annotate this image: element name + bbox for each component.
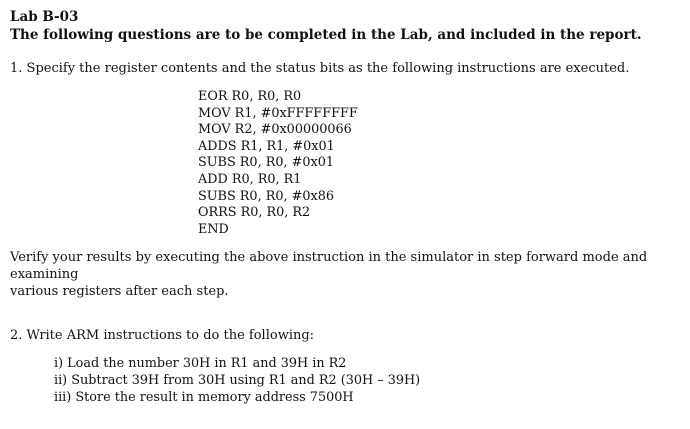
code-line: MOV R2, #0x00000066 xyxy=(198,122,352,138)
verify-text-line: various registers after each step. xyxy=(10,284,229,300)
list-item: ii) Subtract 39H from 30H using R1 and R2 (30H – 39H) xyxy=(54,372,421,388)
code-line: END xyxy=(198,221,229,237)
code-line: ADDS R1, R1, #0x01 xyxy=(198,138,335,154)
instruction-listing xyxy=(198,89,682,238)
code-line: ORRS R0, R0, R2 xyxy=(198,205,311,221)
verify-paragraph xyxy=(10,249,682,300)
list-item: i) Load the number 30H in R1 and 39H in R2 xyxy=(54,356,347,372)
lab-instructions: The following questions are to be completed in the Lab, and included in the report. xyxy=(10,27,642,43)
question-1-prompt: 1. Specify the register contents and the status bits as the following instructions are executed. xyxy=(10,61,630,76)
verify-text-line: Verify your results by executing the above instruction in the simulator in step forward mode and examining xyxy=(10,250,648,283)
question-2-items xyxy=(54,356,682,406)
lab-title: Lab B-03 xyxy=(10,9,79,25)
code-line: MOV R1, #0xFFFFFFFF xyxy=(198,105,358,121)
code-line: EOR R0, R0, R0 xyxy=(198,89,302,104)
question-2-prompt: 2. Write ARM instructions to do the following: xyxy=(10,328,315,344)
list-item: iii) Store the result in memory address 7500H xyxy=(54,389,354,405)
code-line: SUBS R0, R0, #0x86 xyxy=(198,188,334,204)
document-page xyxy=(10,8,682,406)
code-line: ADD R0, R0, R1 xyxy=(198,171,302,187)
code-line: SUBS R0, R0, #0x01 xyxy=(198,155,334,171)
